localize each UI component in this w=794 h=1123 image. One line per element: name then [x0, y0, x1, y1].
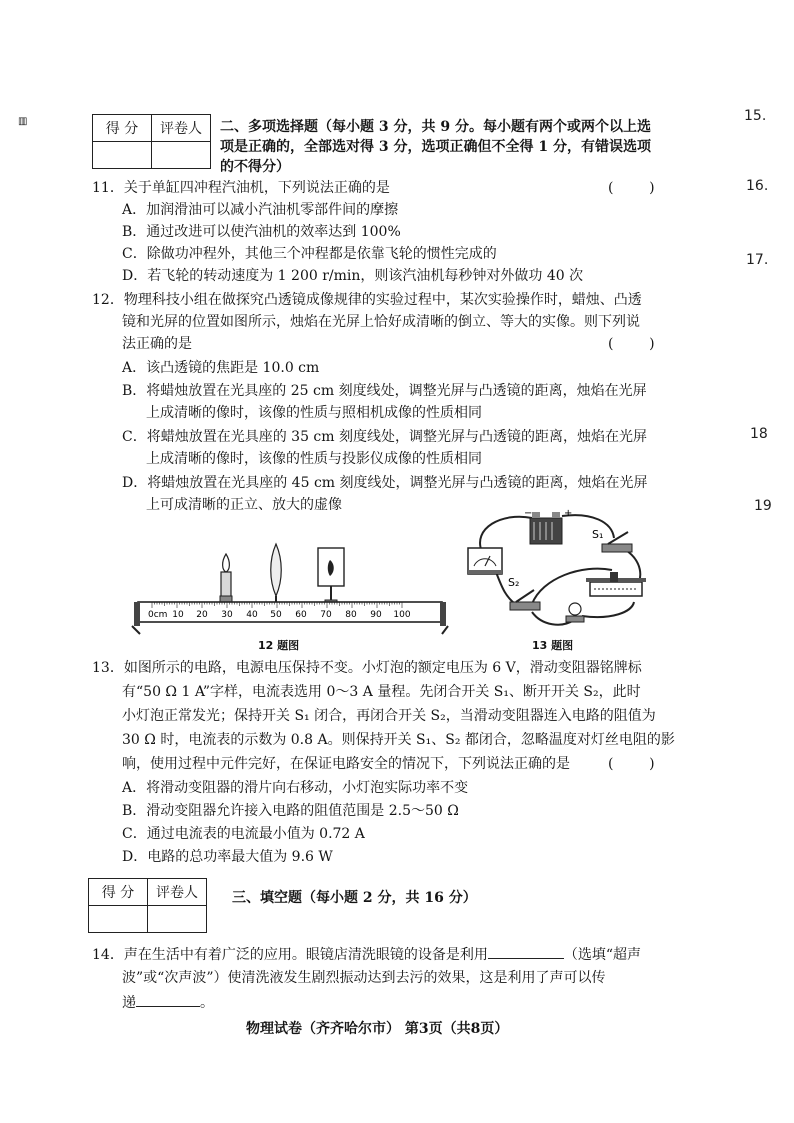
q13-stem-line5: 响，使用过程中元件完好，在保证电路安全的情况下，下列说法正确的是	[122, 756, 570, 772]
q13-stem-line3: 小灯泡正常发光；保持开关 S₁ 闭合，再闭合开关 S₂，当滑动变阻器连入电路的阻值为	[122, 708, 656, 724]
battery-plus-label: +	[564, 508, 573, 519]
bench-tick-label: 80	[345, 610, 357, 620]
grader-label: 评卷人	[148, 879, 207, 906]
rheostat-icon	[586, 572, 646, 596]
section2-heading-line3: 的不得分）	[220, 159, 290, 175]
q12-stem-line3: 法正确的是	[122, 336, 192, 352]
switch-s2-label: S₂	[508, 576, 520, 589]
q13-stem-line4: 30 Ω 时，电流表的示数为 0.8 A。则保持开关 S₁、S₂ 都闭合，忽略温度对灯丝电阻的影	[122, 732, 675, 748]
light-screen-icon	[318, 548, 344, 606]
q14-line3	[122, 992, 214, 1013]
page-footer: 物理试卷（齐齐哈尔市） 第3页（共8页）	[246, 1021, 509, 1037]
side-number-17: 17.	[746, 252, 769, 268]
q11-option-c: C．除做功冲程外，其他三个冲程都是依靠飞轮的惯性完成的	[122, 246, 497, 262]
bench-tick-label: 20	[196, 610, 208, 620]
q13-answer-paren[interactable]: ( )	[608, 756, 655, 772]
q12-option-a: A．该凸透镜的焦距是 10.0 cm	[122, 360, 320, 376]
section2-heading-line2: 项是正确的，全部选对得 3 分，选项正确但不全得 1 分，有错误选项	[220, 139, 651, 155]
q14-blank-2[interactable]	[136, 992, 200, 1007]
switch-s1-icon	[602, 532, 632, 552]
q12-option-c-line1: C．将蜡烛放置在光具座的 35 cm 刻度线处，调整光屏与凸透镜的距离，烛焰在光屏	[122, 429, 647, 445]
score-box-section3	[88, 878, 207, 933]
q13-option-d: D．电路的总功率最大值为 9.6 W	[122, 849, 333, 865]
figure-13-circuit	[462, 508, 654, 634]
q12-stem-line1: 12．物理科技小组在做探究凸透镜成像规律的实验过程中，某次实验操作时，蜡烛、凸透	[92, 292, 642, 308]
light-bulb-icon	[566, 603, 584, 622]
score-box-section2	[92, 114, 211, 169]
margin-mark: ▥	[18, 116, 28, 127]
q11-option-b: B．通过改进可以使汽油机的效率达到 100%	[122, 224, 401, 240]
q14-line1-text: 14．声在生活中有着广泛的应用。眼镜店清洗眼镜的设备是利用	[92, 947, 488, 963]
grader-label: 评卷人	[152, 115, 211, 142]
grader-cell[interactable]	[152, 142, 211, 169]
switch-s1-label: S₁	[592, 528, 604, 541]
q11-option-d: D．若飞轮的转动速度为 1 200 r/min，则该汽油机每秒钟对外做功 40 次	[122, 268, 584, 284]
candle-icon	[220, 554, 232, 604]
q13-option-c: C．通过电流表的电流最小值为 0.72 A	[122, 826, 365, 842]
switch-s2-icon	[510, 590, 540, 610]
side-number-19: 19	[754, 498, 772, 514]
bench-tick-label: 0cm	[148, 610, 168, 620]
q13-option-a: A．将滑动变阻器的滑片向右移动，小灯泡实际功率不变	[122, 780, 469, 796]
q12-option-c-line2: 上成清晰的像时，该像的性质与投影仪成像的性质相同	[146, 451, 482, 467]
q14-blank-1[interactable]	[488, 944, 564, 959]
q14-line1	[92, 944, 641, 965]
score-cell[interactable]	[93, 142, 152, 169]
bench-tick-label: 60	[295, 610, 307, 620]
q14-line3-text: 递	[122, 995, 136, 1011]
grader-cell[interactable]	[148, 906, 207, 933]
q12-option-b-line2: 上成清晰的像时，该像的性质与照相机成像的性质相同	[146, 405, 482, 421]
q14-line2: 波”或“次声波”）使清洗液发生剧烈振动达到去污的效果，这是利用了声可以传	[122, 970, 606, 986]
side-number-18: 18	[750, 426, 768, 442]
q12-answer-paren[interactable]: ( )	[608, 336, 655, 352]
q13-option-b: B．滑动变阻器允许接入电路的阻值范围是 2.5～50 Ω	[122, 803, 459, 819]
ammeter-icon	[468, 548, 502, 574]
side-number-16: 16.	[746, 178, 769, 194]
q12-option-b-line1: B．将蜡烛放置在光具座的 25 cm 刻度线处，调整光屏与凸透镜的距离，烛焰在光屏	[122, 383, 647, 399]
section2-heading-line1: 二、多项选择题（每小题 3 分，共 9 分。每小题有两个或两个以上选	[220, 119, 651, 135]
figure-12-optical-bench	[130, 530, 450, 638]
score-cell[interactable]	[89, 906, 148, 933]
convex-lens-icon	[270, 544, 282, 606]
battery-icon	[530, 512, 562, 544]
figure-12-caption: 12 题图	[258, 639, 300, 652]
figure-13-caption: 13 题图	[532, 639, 574, 652]
q12-option-d-line1: D．将蜡烛放置在光具座的 45 cm 刻度线处，调整光屏与凸透镜的距离，烛焰在光屏	[122, 475, 648, 491]
side-number-15: 15.	[744, 108, 767, 124]
q11-option-a: A．加润滑油可以减小汽油机零部件间的摩擦	[122, 202, 399, 218]
q12-option-d-line2: 上可成清晰的正立、放大的虚像	[146, 497, 342, 513]
section3-heading: 三、填空题（每小题 2 分，共 16 分）	[232, 890, 477, 906]
bench-tick-label: 10	[172, 610, 184, 620]
bench-tick-label: 30	[221, 610, 233, 620]
bench-tick-label: 100	[393, 610, 411, 620]
q13-stem-line2: 有“50 Ω 1 A”字样，电流表选用 0～3 A 量程。先闭合开关 S₁、断开开关 S₂，此时	[122, 684, 641, 700]
q12-stem-line2: 镜和光屏的位置如图所示，烛焰在光屏上恰好成清晰的倒立、等大的实像。则下列说	[122, 314, 640, 330]
bench-tick-label: 90	[370, 610, 382, 620]
score-label: 得 分	[89, 879, 148, 906]
bench-tick-label: 40	[246, 610, 258, 620]
battery-minus-label: −	[524, 508, 533, 519]
score-label: 得 分	[93, 115, 152, 142]
bench-tick-label: 50	[270, 610, 282, 620]
q11-answer-paren[interactable]: ( )	[608, 180, 655, 196]
q14-line1-tail: （选填“超声	[563, 947, 641, 963]
bench-tick-label: 70	[320, 610, 332, 620]
q13-stem-line1: 13．如图所示的电路，电源电压保持不变。小灯泡的额定电压为 6 V，滑动变阻器铭牌标	[92, 660, 642, 676]
q11-stem: 11．关于单缸四冲程汽油机，下列说法正确的是	[92, 180, 390, 196]
q14-line3-tail: 。	[200, 995, 214, 1011]
